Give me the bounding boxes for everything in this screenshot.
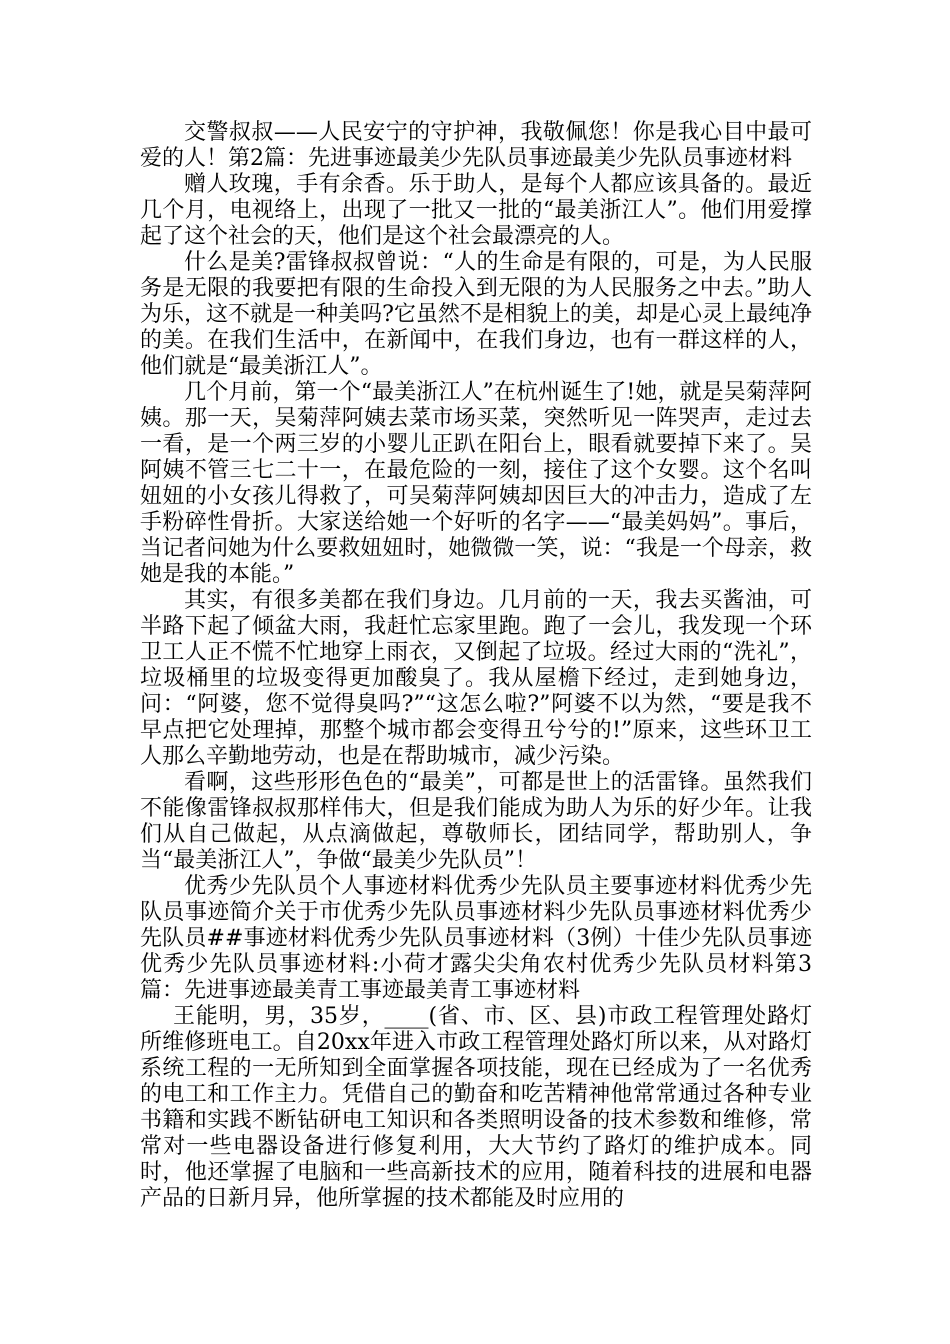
paragraph-6: 看啊，这些形形色色的“最美”，可都是世上的活雷锋。虽然我们不能像雷锋叔叔那样伟大，但是我们能成为助人为乐的好少年。让我们从自己做起，从点滴做起，尊敬师长，团结同学，帮助别人，争当“最美浙江人”，争做“最美少先队员”！ <box>140 770 812 873</box>
paragraph-2: 赠人玫瑰，手有余香。乐于助人，是每个人都应该具备的。最近几个月，电视络上，出现了一批又一批的“最美浙江人”。他们用爱撑起了这个社会的天，他们是这个社会最漂亮的人。 <box>140 172 812 249</box>
paragraph-5: 其实，有很多美都在我们身边。几月前的一天，我去买酱油，可半路下起了倾盆大雨，我赶忙忘家里跑。跑了一会儿，我发现一个环卫工人正不慌不忙地穿上雨衣，又倒起了垃圾。经过大雨的“洗礼”，垃圾桶里的垃圾变得更加酸臭了。我从屋檐下经过，走到她身边，问：“阿婆，您不觉得臭吗?”“这怎么啦?”阿婆不以为然，“要是我不早点把它处理掉，那整个城市都会变得丑兮兮的!”原来，这些环卫工人那么辛勤地劳动，也是在帮助城市，减少污染。 <box>140 588 812 769</box>
paragraph-7: 优秀少先队员个人事迹材料优秀少先队员主要事迹材料优秀少先队员事迹简介关于市优秀少先队员事迹材料少先队员事迹材料优秀少先队员##事迹材料优秀少先队员事迹材料（3例）十佳少先队员事迹优秀少先队员事迹材料:小荷才露尖尖角农村优秀少先队员材料第3篇：先进事迹最美青工事迹最美青工事迹材料 <box>140 874 812 1003</box>
document-page <box>140 120 812 1212</box>
paragraph-4: 几个月前，第一个“最美浙江人”在杭州诞生了!她，就是吴菊萍阿姨。那一天，吴菊萍阿姨去菜市场买菜，突然听见一阵哭声，走过去一看，是一个两三岁的小婴儿正趴在阳台上，眼看就要掉下来了。吴阿姨不管三七二十一，在最危险的一刻，接住了这个女婴。这个名叫妞妞的小女孩儿得救了，可吴菊萍阿姨却因巨大的冲击力，造成了左手粉碎性骨折。大家送给她一个好听的名字——“最美妈妈”。事后，当记者问她为什么要救妞妞时，她微微一笑，说：“我是一个母亲，救她是我的本能。” <box>140 380 812 587</box>
paragraph-3: 什么是美?雷锋叔叔曾说：“人的生命是有限的，可是，为人民服务是无限的我要把有限的生命投入到无限的为人民服务之中去。”助人为乐，这不就是一种美吗?它虽然不是相貌上的美，却是心灵上最纯净的美。在我们生活中，在新闻中，在我们身边，也有一群这样的人，他们就是“最美浙江人”。 <box>140 250 812 379</box>
paragraph-1: 交警叔叔——人民安宁的守护神，我敬佩您！你是我心目中最可爱的人！第2篇：先进事迹最美少先队员事迹最美少先队员事迹材料 <box>140 120 812 171</box>
paragraph-8: 王能明，男，35岁，____(省、市、区、县)市政工程管理处路灯所维修班电工。自20xx年进入市政工程管理处路灯所以来，从对路灯系统工程的一无所知到全面掌握各项技能，现在已经成为了一名优秀的电工和工作主力。凭借自己的勤奋和吃苦精神他常常通过各种专业书籍和实践不断钻研电工知识和各类照明设备的技术参数和维修，常常对一些电器设备进行修复利用，大大节约了路灯的维护成本。同时，他还掌握了电脑和一些高新技术的应用，随着科技的进展和电器产品的日新月异，他所掌握的技术都能及时应用的 <box>140 1004 812 1211</box>
